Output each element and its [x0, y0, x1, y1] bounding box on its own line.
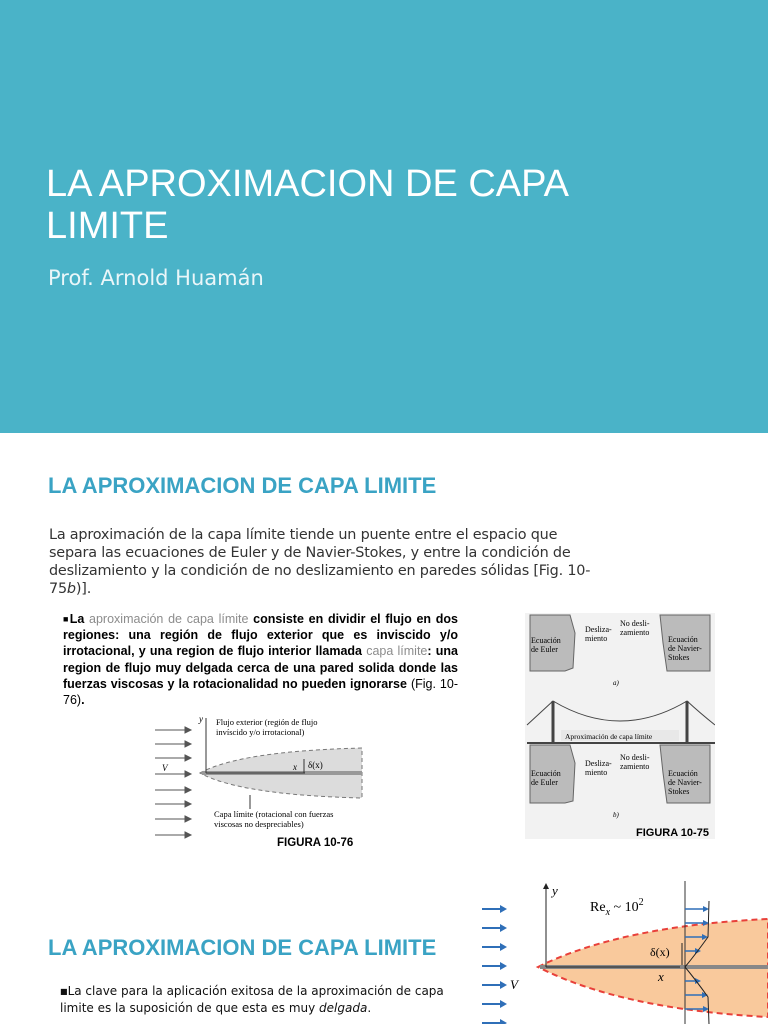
title-slide [0, 0, 768, 433]
y-axis-label: y [552, 883, 558, 898]
figure-10-76 [150, 713, 365, 853]
intro-text-end: )]. [75, 581, 92, 597]
ns-label-a-3: Stokes [668, 653, 690, 662]
outer-flow-label-2: invíscido y/o irrotacional) [216, 727, 305, 737]
noslip-label-a-1: No desli- [620, 619, 650, 628]
reynolds-label [590, 897, 644, 918]
velocity-label: V [162, 763, 168, 773]
noslip-label-b-2: zamiento [620, 762, 650, 771]
ns-label-b-1: Ecuación [668, 769, 698, 778]
figure-10-75 [525, 613, 715, 839]
ns-label-a-2: de Navier- [668, 644, 702, 653]
bullet-icon: ■ [63, 614, 70, 624]
bullet-text: La clave para la aplicación exitosa de la aproximación de capa limite es la suposición de que esta es muy [60, 984, 444, 1015]
freestream-arrows [155, 727, 191, 838]
noslip-label-b-1: No desli- [620, 753, 650, 762]
x-axis-label: x [293, 762, 297, 772]
intro-text-italic: b [66, 581, 76, 597]
boundary-layer-figure [470, 881, 768, 1024]
slide-title: LA APROXIMACION DE CAPA LIMITE [46, 163, 567, 247]
outer-flow-label-1: Flujo exterior (región de flujo [216, 717, 318, 727]
bl-label-2: viscosas no despreciables) [214, 819, 304, 829]
bl-label-1: Capa límite (rotacional con fuerzas [214, 809, 334, 819]
panel-b-label: b) [613, 811, 619, 819]
noslip-label-a-2: zamiento [620, 628, 650, 637]
reynolds-sub: x [605, 907, 611, 918]
intro-paragraph [49, 526, 609, 598]
euler-label-a-2: de Euler [531, 645, 558, 654]
bullet-text-italic: delgada [319, 1001, 368, 1015]
euler-label-a-1: Ecuación [531, 636, 561, 645]
bridge-label: Aproximación de capa límite [565, 732, 653, 741]
slip-label-b-2: miento [585, 768, 608, 777]
figure-10-76-caption: FIGURA 10-76 [277, 837, 354, 849]
bullet-highlight-1: aproximación de capa límite [89, 612, 249, 626]
bullet-paragraph [63, 611, 458, 708]
bullet-icon: ■ [60, 987, 68, 996]
left-freestream-arrows [482, 905, 507, 1024]
reynolds-re: Re [590, 900, 606, 915]
slip-label-a-2: miento [585, 634, 608, 643]
x-axis-label: x [658, 969, 664, 984]
bullet-paragraph [60, 983, 460, 1016]
bullet-text-2: consiste en dividir el flujo en dos regiones: una región de flujo exterior que es inviscido y/o irrotacional, y una region de flujo interior llamada [63, 612, 459, 659]
reynolds-exp: 2 [638, 897, 644, 908]
figure-10-75-caption: FIGURA 10-75 [636, 827, 709, 839]
euler-label-b-1: Ecuación [531, 769, 561, 778]
delta-label: δ(x) [650, 945, 670, 959]
y-axis-label: y [199, 714, 203, 724]
bullet-text-end: . [367, 1001, 372, 1015]
reynolds-rest: ~ 10 [610, 900, 639, 915]
content-slide-2 [0, 867, 768, 1024]
bullet-text-end: . [81, 693, 85, 708]
slide-subtitle: Prof. Arnold Huamán [48, 266, 264, 290]
content-slide-1 [0, 433, 768, 867]
ns-label-b-2: de Navier- [668, 778, 702, 787]
bullet-text-1: La [69, 612, 90, 626]
bullet-figure-ref: (Fig. 10-76) [63, 676, 458, 708]
panel-a-label: a) [613, 679, 619, 687]
bullet-text-3: : una region de flujo muy delgada cerca de una pared solida donde las fuerzas viscosas y la rotacionalidad no pueden ignorarse [63, 644, 458, 691]
slip-label-b-1: Desliza- [585, 759, 612, 768]
slide-heading: LA APROXIMACION DE CAPA LIMITE [48, 935, 437, 960]
intro-text: La aproximación de la capa límite tiende un puente entre el espacio que separa las ecuaciones de Euler y de Navier-Stokes, y entre la condición de deslizamiento y la condición de no deslizamiento en paredes sólidas [Fig. 10-75 [49, 527, 591, 597]
slip-label-a-1: Desliza- [585, 625, 612, 634]
euler-label-b-2: de Euler [531, 778, 558, 787]
slide-heading: LA APROXIMACION DE CAPA LIMITE [48, 473, 437, 498]
delta-label: δ(x) [308, 760, 323, 770]
y-axis-arrow [543, 883, 549, 889]
velocity-label: V [510, 977, 518, 992]
ns-label-a-1: Ecuación [668, 635, 698, 644]
bullet-highlight-2: capa límite [366, 644, 428, 659]
ns-label-b-3: Stokes [668, 787, 690, 796]
